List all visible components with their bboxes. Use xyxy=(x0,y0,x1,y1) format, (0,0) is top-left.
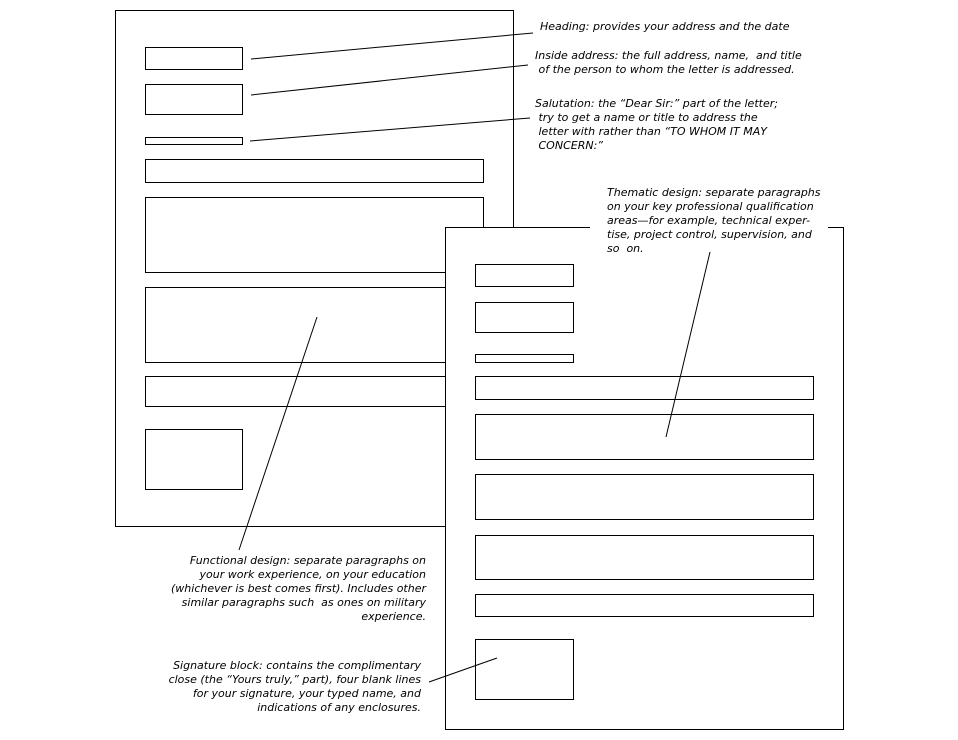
thematic-design-note: Thematic design: separate paragraphs on your key professional qualification areas—for example, technical exper- tise, project control, supervision, and so on. xyxy=(607,186,821,255)
functional-design-leader-line xyxy=(239,317,317,550)
salutation-note: Salutation: the “Dear Sir:” part of the letter; try to get a name or title to address the letter with rather than “TO WHOM IT MAY CONCERN:” xyxy=(535,97,778,152)
thematic-design-leader-line xyxy=(666,252,710,437)
inside-address-note: Inside address: the full address, name, and title of the person to whom the letter is addressed. xyxy=(535,49,802,76)
signature-block-leader-line xyxy=(429,658,497,682)
heading-leader-line xyxy=(251,33,533,59)
functional-design-note: Functional design: separate paragraphs on your work experience, on your education (whichever is best comes first). Includes other similar paragraphs such as ones on military experience. xyxy=(171,554,426,623)
salutation-leader-line xyxy=(250,118,530,141)
heading-note: Heading: provides your address and the date xyxy=(540,20,790,33)
signature-block-note: Signature block: contains the complimentary close (the “Yours truly,” part), four blank lines for your signature, your typed name, and indications of any enclosures. xyxy=(168,659,421,714)
inside-address-leader-line xyxy=(251,65,528,95)
